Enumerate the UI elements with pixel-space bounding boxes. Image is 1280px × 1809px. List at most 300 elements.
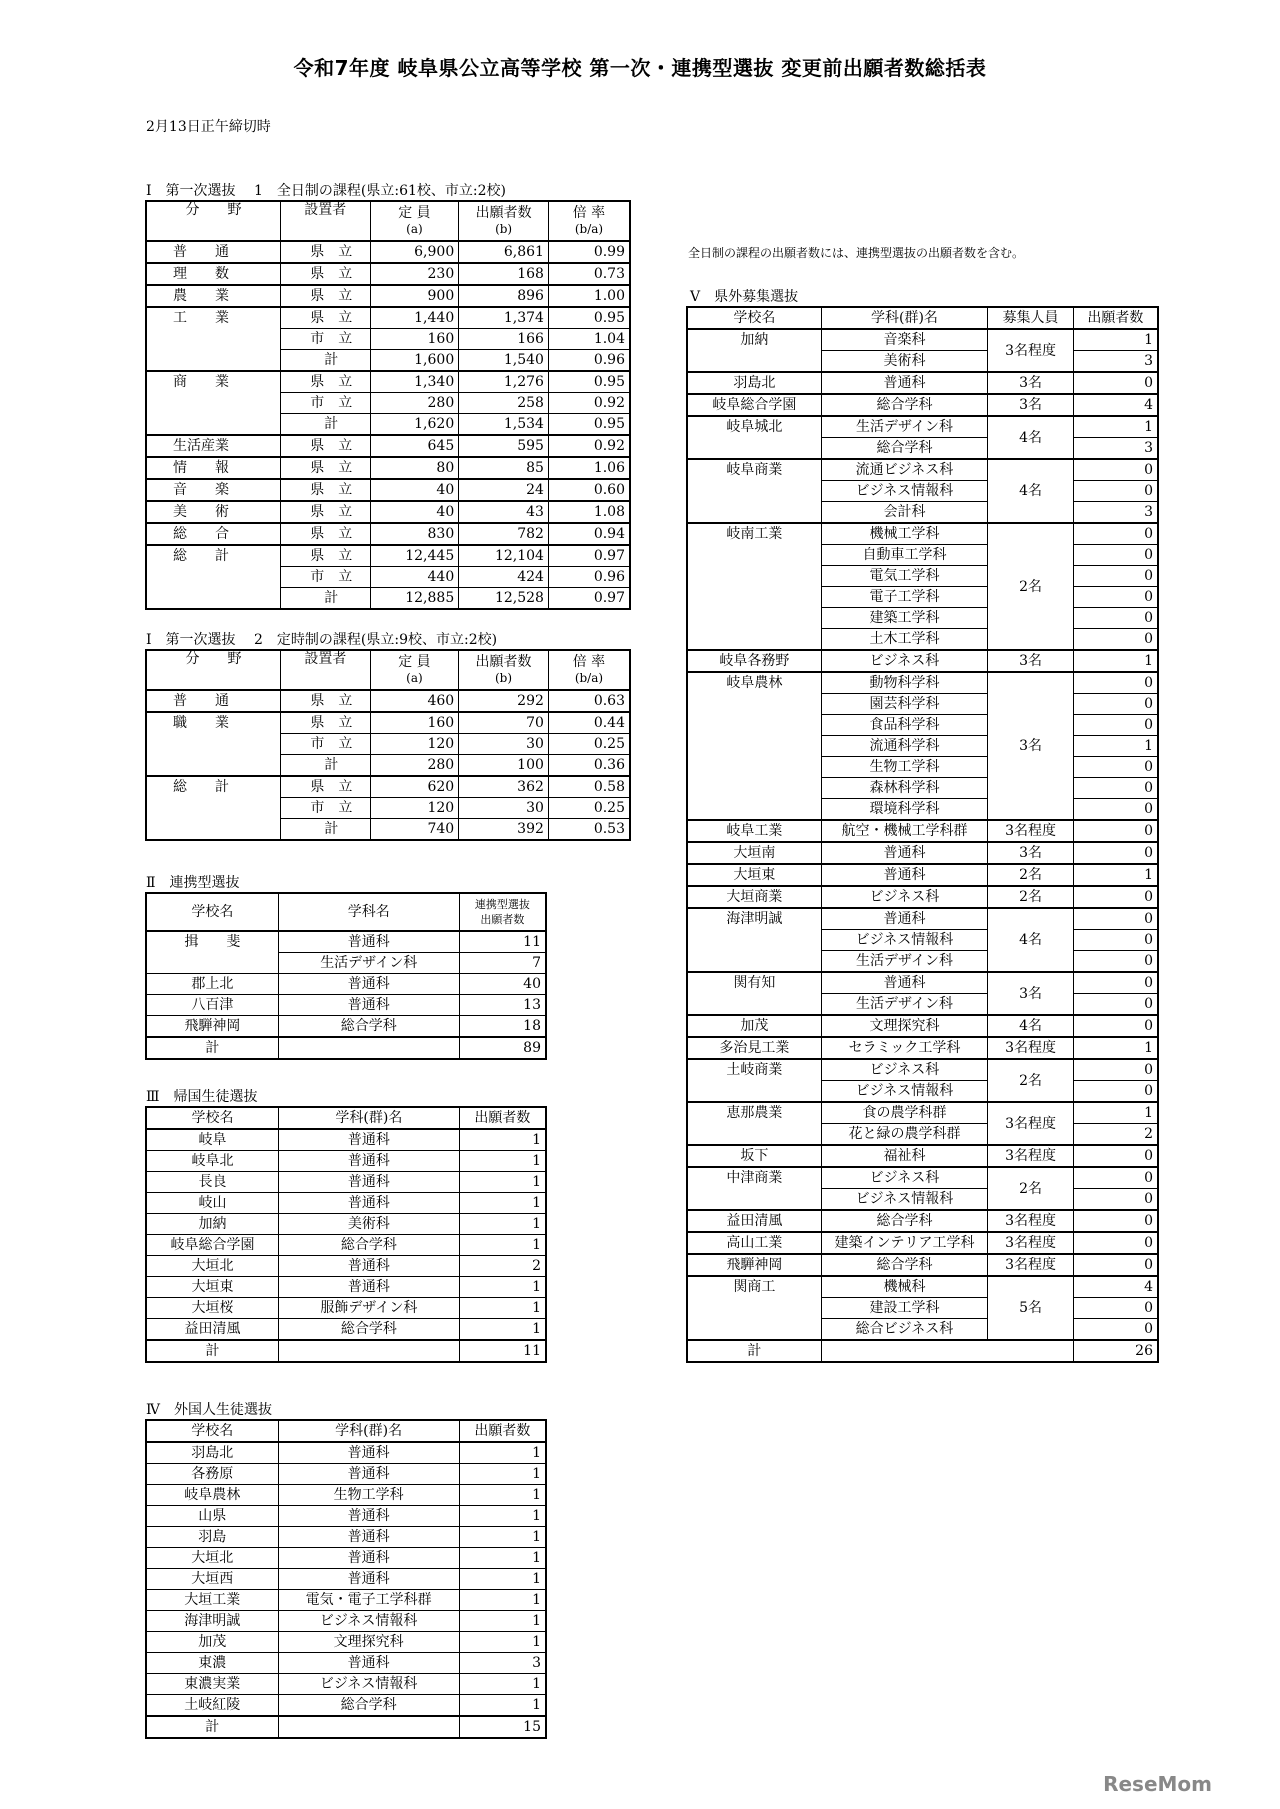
table-row bbox=[687, 416, 1158, 438]
school-cell: 岐阜北 bbox=[146, 1151, 278, 1172]
applicants-cell: 24 bbox=[459, 479, 549, 501]
ratio-cell: 0.58 bbox=[548, 776, 630, 798]
school-cell: 大垣商業 bbox=[687, 886, 821, 908]
dept-cell: 福祉科 bbox=[821, 1145, 988, 1167]
school-cell: 東濃 bbox=[146, 1653, 278, 1674]
quota-cell: 3名 bbox=[988, 650, 1074, 672]
field-cell bbox=[146, 819, 280, 841]
applicants-cell: 0 bbox=[1073, 481, 1158, 502]
table-row bbox=[146, 712, 630, 734]
applicants-cell: 1 bbox=[459, 1235, 546, 1256]
table-row bbox=[146, 819, 630, 841]
school-cell: 羽島北 bbox=[146, 1442, 278, 1464]
table-row bbox=[146, 1193, 546, 1214]
applicants-cell: 1 bbox=[1073, 329, 1158, 351]
total-label: 計 bbox=[146, 1037, 278, 1059]
quota-cell: 3名程度 bbox=[988, 1102, 1074, 1145]
ratio-cell: 0.25 bbox=[548, 798, 630, 819]
school-cell: 大垣南 bbox=[687, 842, 821, 864]
field-cell: 情 報 bbox=[146, 457, 280, 479]
table-row bbox=[146, 1277, 546, 1298]
dept-cell: ビジネス情報科 bbox=[821, 481, 988, 502]
dept-cell: 園芸科学科 bbox=[821, 694, 988, 715]
dept-cell: 生物工学科 bbox=[278, 1485, 459, 1506]
dept-cell: 文理探究科 bbox=[278, 1632, 459, 1653]
applicants-cell: 0 bbox=[1073, 1059, 1158, 1081]
quota-cell: 3名程度 bbox=[988, 820, 1074, 842]
col-org: 設置者 bbox=[280, 650, 370, 690]
org-cell: 県 立 bbox=[280, 479, 370, 501]
ratio-cell: 0.44 bbox=[548, 712, 630, 734]
school-cell: 坂下 bbox=[687, 1145, 821, 1167]
dept-cell: 普通科 bbox=[821, 972, 988, 994]
quota-cell: 3名程度 bbox=[988, 1254, 1074, 1276]
table-row bbox=[687, 672, 1158, 694]
table-row bbox=[687, 1145, 1158, 1167]
total-blank bbox=[278, 1340, 459, 1362]
dept-cell: 普通科 bbox=[821, 864, 988, 886]
dept-cell: 建築インテリア工学科 bbox=[821, 1232, 988, 1254]
capacity-cell: 40 bbox=[370, 479, 459, 501]
table-row bbox=[687, 908, 1158, 930]
school-cell: 大垣北 bbox=[146, 1256, 278, 1277]
table-row bbox=[146, 776, 630, 798]
dept-cell: 美術科 bbox=[278, 1214, 459, 1235]
applicants-cell: 0 bbox=[1073, 799, 1158, 821]
table-row bbox=[146, 1319, 546, 1341]
col-dept: 学科(群)名 bbox=[821, 307, 988, 329]
quota-cell: 3名程度 bbox=[988, 1210, 1074, 1232]
table-row bbox=[146, 798, 630, 819]
quota-cell: 2名 bbox=[988, 1059, 1074, 1102]
dept-cell: 普通科 bbox=[278, 1548, 459, 1569]
dept-cell: 服飾デザイン科 bbox=[278, 1298, 459, 1319]
ratio-cell: 0.97 bbox=[548, 588, 630, 610]
applicants-cell: 292 bbox=[459, 690, 549, 712]
ratio-cell: 0.92 bbox=[548, 393, 630, 414]
org-cell: 県 立 bbox=[280, 690, 370, 712]
applicants-cell: 0 bbox=[1073, 1081, 1158, 1103]
col-capacity-sub: (a) bbox=[406, 222, 423, 236]
school-cell: 岐阜商業 bbox=[687, 459, 821, 523]
capacity-cell: 230 bbox=[370, 263, 459, 285]
applicants-cell: 40 bbox=[459, 974, 546, 995]
school-cell: 中津商業 bbox=[687, 1167, 821, 1210]
dept-cell: 会計科 bbox=[821, 502, 988, 524]
col-org: 設置者 bbox=[280, 201, 370, 241]
dept-cell: 普通科 bbox=[278, 974, 459, 995]
dept-cell: 建設工学科 bbox=[821, 1298, 988, 1319]
field-cell: 普 通 bbox=[146, 690, 280, 712]
applicants-cell: 1 bbox=[459, 1548, 546, 1569]
table-row bbox=[146, 567, 630, 588]
dept-cell: 生活デザイン科 bbox=[821, 416, 988, 438]
dept-cell: セラミック工学科 bbox=[821, 1037, 988, 1059]
school-cell: 関商工 bbox=[687, 1276, 821, 1340]
applicants-cell: 1 bbox=[1073, 864, 1158, 886]
applicants-cell: 0 bbox=[1073, 1319, 1158, 1341]
applicants-cell: 1 bbox=[459, 1129, 546, 1151]
applicants-cell: 0 bbox=[1073, 1145, 1158, 1167]
applicants-cell: 1,276 bbox=[459, 371, 549, 393]
table-row bbox=[146, 995, 546, 1016]
field-cell: 総 合 bbox=[146, 523, 280, 545]
org-cell: 県 立 bbox=[280, 241, 370, 263]
table-row bbox=[146, 457, 630, 479]
ratio-cell: 0.96 bbox=[548, 567, 630, 588]
table-row bbox=[146, 1653, 546, 1674]
table-row bbox=[146, 393, 630, 414]
applicants-cell: 1 bbox=[459, 1464, 546, 1485]
applicants-cell: 13 bbox=[459, 995, 546, 1016]
table-row bbox=[146, 1214, 546, 1235]
col-quota: 募集人員 bbox=[988, 307, 1074, 329]
capacity-cell: 120 bbox=[370, 798, 458, 819]
ratio-cell: 0.60 bbox=[548, 479, 630, 501]
dept-cell: 普通科 bbox=[278, 931, 459, 953]
dept-cell: 生活デザイン科 bbox=[278, 953, 459, 974]
table-row bbox=[146, 1298, 546, 1319]
total-row bbox=[146, 1716, 546, 1738]
dept-cell: 総合学科 bbox=[821, 1210, 988, 1232]
school-cell: 大垣東 bbox=[146, 1277, 278, 1298]
capacity-cell: 645 bbox=[370, 435, 459, 457]
col-field: 分 野 bbox=[146, 201, 280, 241]
col-app-line1: 連携型選抜 bbox=[474, 898, 530, 911]
school-cell: 益田清風 bbox=[687, 1210, 821, 1232]
school-cell: 海津明誠 bbox=[146, 1611, 278, 1632]
school-cell: 大垣東 bbox=[687, 864, 821, 886]
dept-cell: 普通科 bbox=[278, 1151, 459, 1172]
table-row bbox=[146, 1590, 546, 1611]
inclusion-note: 全日制の課程の出願者数には、連携型選抜の出願者数を含む。 bbox=[688, 246, 1025, 260]
dept-cell: ビジネス情報科 bbox=[278, 1674, 459, 1695]
applicants-cell: 0 bbox=[1073, 1210, 1158, 1232]
quota-cell: 3名程度 bbox=[988, 1145, 1074, 1167]
table-row bbox=[146, 1442, 546, 1464]
table-row bbox=[146, 479, 630, 501]
ratio-cell: 0.95 bbox=[548, 307, 630, 329]
section-1b-heading: Ⅰ 第一次選抜 2 定時制の課程(県立:9校、市立:2校) bbox=[146, 632, 498, 648]
capacity-cell: 12,445 bbox=[370, 545, 459, 567]
org-cell: 県 立 bbox=[280, 457, 370, 479]
applicants-cell: 7 bbox=[459, 953, 546, 974]
school-cell: 長良 bbox=[146, 1172, 278, 1193]
col-school: 学校名 bbox=[146, 1107, 278, 1129]
dept-cell: 普通科 bbox=[278, 1569, 459, 1590]
applicants-cell: 12,104 bbox=[459, 545, 549, 567]
dept-cell: 普通科 bbox=[278, 1527, 459, 1548]
dept-cell: ビジネス科 bbox=[821, 650, 988, 672]
org-cell: 計 bbox=[280, 755, 370, 777]
applicants-cell: 1 bbox=[459, 1298, 546, 1319]
total-label: 計 bbox=[146, 1716, 278, 1738]
table-row bbox=[146, 1151, 546, 1172]
dept-cell: 花と緑の農学科群 bbox=[821, 1124, 988, 1146]
total-value: 26 bbox=[1073, 1340, 1158, 1362]
applicants-cell: 4 bbox=[1073, 1276, 1158, 1298]
col-app-line2: 出願者数 bbox=[480, 913, 525, 926]
org-cell: 計 bbox=[280, 819, 370, 841]
table-row bbox=[146, 734, 630, 755]
table-row bbox=[687, 864, 1158, 886]
quota-cell: 3名 bbox=[988, 842, 1074, 864]
dept-cell: 普通科 bbox=[821, 372, 988, 394]
dept-cell: 普通科 bbox=[278, 1506, 459, 1527]
table-row bbox=[687, 820, 1158, 842]
dept-cell: 普通科 bbox=[278, 1256, 459, 1277]
quota-cell: 3名 bbox=[988, 672, 1074, 820]
table-row bbox=[146, 1172, 546, 1193]
applicants-cell: 1,374 bbox=[459, 307, 549, 329]
applicants-cell: 85 bbox=[459, 457, 549, 479]
capacity-cell: 440 bbox=[370, 567, 459, 588]
dept-cell: 流通ビジネス科 bbox=[821, 459, 988, 481]
dept-cell: 総合ビジネス科 bbox=[821, 1319, 988, 1341]
capacity-cell: 1,340 bbox=[370, 371, 459, 393]
dept-cell: ビジネス情報科 bbox=[821, 930, 988, 951]
table-row bbox=[687, 1037, 1158, 1059]
table-row bbox=[146, 329, 630, 350]
quota-cell: 3名程度 bbox=[988, 1232, 1074, 1254]
table-row bbox=[687, 972, 1158, 994]
quota-cell: 3名 bbox=[988, 972, 1074, 1015]
applicants-cell: 30 bbox=[459, 734, 549, 755]
applicants-cell: 11 bbox=[459, 931, 546, 953]
table-row bbox=[146, 241, 630, 263]
applicants-cell: 100 bbox=[459, 755, 549, 777]
applicants-cell: 0 bbox=[1073, 523, 1158, 545]
table-row bbox=[687, 394, 1158, 416]
capacity-cell: 80 bbox=[370, 457, 459, 479]
table-row bbox=[146, 1485, 546, 1506]
org-cell: 市 立 bbox=[280, 798, 370, 819]
school-cell: 土岐商業 bbox=[687, 1059, 821, 1102]
section-4-heading: Ⅳ 外国人生徒選抜 bbox=[146, 1402, 272, 1418]
section-3-heading: Ⅲ 帰国生徒選抜 bbox=[146, 1089, 258, 1105]
school-cell: 東濃実業 bbox=[146, 1674, 278, 1695]
school-cell: 飛騨神岡 bbox=[687, 1254, 821, 1276]
school-cell: 岐南工業 bbox=[687, 523, 821, 650]
table-row bbox=[687, 650, 1158, 672]
table-row bbox=[687, 1059, 1158, 1081]
applicants-cell: 0 bbox=[1073, 842, 1158, 864]
fulltime-table bbox=[145, 200, 631, 610]
applicants-cell: 1 bbox=[1073, 1037, 1158, 1059]
dept-cell: 総合学科 bbox=[821, 438, 988, 460]
field-cell bbox=[146, 329, 280, 350]
table-row bbox=[146, 501, 630, 523]
school-cell: 益田清風 bbox=[146, 1319, 278, 1341]
table-row bbox=[687, 886, 1158, 908]
school-cell: 郡上北 bbox=[146, 974, 278, 995]
dept-cell: 建築工学科 bbox=[821, 608, 988, 629]
school-cell: 山県 bbox=[146, 1506, 278, 1527]
col-applicants: 出願者数 bbox=[475, 654, 532, 670]
school-cell bbox=[146, 953, 278, 974]
ratio-cell: 0.53 bbox=[548, 819, 630, 841]
table-row bbox=[687, 1210, 1158, 1232]
dept-cell: 電気・電子工学科群 bbox=[278, 1590, 459, 1611]
table-row bbox=[146, 1129, 546, 1151]
table-row bbox=[146, 755, 630, 777]
applicants-cell: 0 bbox=[1073, 545, 1158, 566]
page-title: 令和7年度 岐阜県公立高等学校 第一次・連携型選抜 変更前出願者数総括表 bbox=[293, 56, 987, 80]
org-cell: 市 立 bbox=[280, 734, 370, 755]
dept-cell: 普通科 bbox=[278, 1653, 459, 1674]
quota-cell: 4名 bbox=[988, 1015, 1074, 1037]
applicants-cell: 0 bbox=[1073, 1298, 1158, 1319]
total-row bbox=[687, 1340, 1158, 1362]
dept-cell: 普通科 bbox=[278, 1464, 459, 1485]
applicants-cell: 1 bbox=[1073, 650, 1158, 672]
total-value: 11 bbox=[459, 1340, 546, 1362]
applicants-cell: 1 bbox=[459, 1442, 546, 1464]
school-cell: 加茂 bbox=[687, 1015, 821, 1037]
table-row bbox=[687, 1276, 1158, 1298]
dept-cell: 普通科 bbox=[821, 908, 988, 930]
applicants-cell: 0 bbox=[1073, 994, 1158, 1016]
applicants-cell: 258 bbox=[459, 393, 549, 414]
school-cell: 加納 bbox=[146, 1214, 278, 1235]
col-applicants: 出願者数 bbox=[459, 1420, 546, 1442]
table-row bbox=[687, 1254, 1158, 1276]
applicants-cell: 1 bbox=[1073, 416, 1158, 438]
dept-cell: 普通科 bbox=[278, 1172, 459, 1193]
col-capacity-sub: (a) bbox=[406, 671, 423, 685]
applicants-cell: 1 bbox=[459, 1485, 546, 1506]
col-ratio: 倍 率 bbox=[572, 205, 606, 221]
dept-cell: 土木工学科 bbox=[821, 629, 988, 651]
applicants-cell: 0 bbox=[1073, 608, 1158, 629]
school-cell: 海津明誠 bbox=[687, 908, 821, 972]
applicants-cell: 30 bbox=[459, 798, 549, 819]
school-cell: 恵那農業 bbox=[687, 1102, 821, 1145]
applicants-cell: 1,540 bbox=[459, 350, 549, 372]
renkei-table bbox=[145, 892, 547, 1060]
org-cell: 市 立 bbox=[280, 393, 370, 414]
table-row bbox=[146, 285, 630, 307]
table-row bbox=[146, 1235, 546, 1256]
applicants-cell: 1 bbox=[459, 1214, 546, 1235]
dept-cell: 食品科学科 bbox=[821, 715, 988, 736]
resemom-logo: ReseMom bbox=[1103, 1772, 1212, 1796]
applicants-cell: 18 bbox=[459, 1016, 546, 1038]
school-cell: 岐山 bbox=[146, 1193, 278, 1214]
total-row bbox=[146, 1037, 546, 1059]
field-cell bbox=[146, 414, 280, 436]
school-cell: 加納 bbox=[687, 329, 821, 372]
ratio-cell: 0.95 bbox=[548, 414, 630, 436]
total-value: 89 bbox=[459, 1037, 546, 1059]
field-cell: 普 通 bbox=[146, 241, 280, 263]
dept-cell: 普通科 bbox=[278, 1442, 459, 1464]
school-cell: 岐阜総合学園 bbox=[687, 394, 821, 416]
table-row bbox=[687, 1102, 1158, 1124]
school-cell: 岐阜各務野 bbox=[687, 650, 821, 672]
dept-cell: 森林科学科 bbox=[821, 778, 988, 799]
org-cell: 計 bbox=[280, 414, 370, 436]
table-row bbox=[146, 350, 630, 372]
org-cell: 県 立 bbox=[280, 501, 370, 523]
table-row bbox=[146, 953, 546, 974]
table-row bbox=[146, 1569, 546, 1590]
applicants-cell: 1 bbox=[459, 1611, 546, 1632]
col-dept: 学科名 bbox=[278, 893, 459, 931]
ratio-cell: 1.00 bbox=[548, 285, 630, 307]
dept-cell: 環境科学科 bbox=[821, 799, 988, 821]
capacity-cell: 12,885 bbox=[370, 588, 459, 610]
field-cell: 工 業 bbox=[146, 307, 280, 329]
ratio-cell: 0.25 bbox=[548, 734, 630, 755]
school-cell: 大垣工業 bbox=[146, 1590, 278, 1611]
dept-cell: 流通科学科 bbox=[821, 736, 988, 757]
applicants-cell: 0 bbox=[1073, 951, 1158, 973]
dept-cell: 文理探究科 bbox=[821, 1015, 988, 1037]
quota-cell: 2名 bbox=[988, 1167, 1074, 1210]
col-applicants-sub: (b) bbox=[495, 671, 513, 685]
school-cell: 岐阜 bbox=[146, 1129, 278, 1151]
dept-cell: 総合学科 bbox=[821, 394, 988, 416]
quota-cell: 3名 bbox=[988, 372, 1074, 394]
applicants-cell: 3 bbox=[1073, 438, 1158, 460]
field-cell bbox=[146, 350, 280, 372]
applicants-cell: 0 bbox=[1073, 1015, 1158, 1037]
table-row bbox=[146, 690, 630, 712]
field-cell: 総 計 bbox=[146, 776, 280, 798]
capacity-cell: 40 bbox=[370, 501, 459, 523]
field-cell bbox=[146, 755, 280, 777]
school-cell: 揖 斐 bbox=[146, 931, 278, 953]
org-cell: 県 立 bbox=[280, 776, 370, 798]
total-label: 計 bbox=[146, 1340, 278, 1362]
col-dept: 学科(群)名 bbox=[278, 1107, 459, 1129]
school-cell: 多治見工業 bbox=[687, 1037, 821, 1059]
ratio-cell: 0.63 bbox=[548, 690, 630, 712]
school-cell: 大垣西 bbox=[146, 1569, 278, 1590]
ratio-cell: 1.06 bbox=[548, 457, 630, 479]
field-cell: 商 業 bbox=[146, 371, 280, 393]
applicants-cell: 2 bbox=[459, 1256, 546, 1277]
field-cell bbox=[146, 567, 280, 588]
dept-cell: 生物工学科 bbox=[821, 757, 988, 778]
field-cell bbox=[146, 798, 280, 819]
applicants-cell: 1 bbox=[459, 1319, 546, 1341]
col-ratio: 倍 率 bbox=[572, 654, 606, 670]
school-cell: 大垣桜 bbox=[146, 1298, 278, 1319]
applicants-cell: 0 bbox=[1073, 715, 1158, 736]
col-school: 学校名 bbox=[146, 893, 278, 931]
applicants-cell: 2 bbox=[1073, 1124, 1158, 1146]
dept-cell: 機械工学科 bbox=[821, 523, 988, 545]
applicants-cell: 4 bbox=[1073, 394, 1158, 416]
section-5-heading: Ⅴ 県外募集選抜 bbox=[690, 289, 799, 305]
applicants-cell: 1 bbox=[459, 1569, 546, 1590]
quota-cell: 3名程度 bbox=[988, 1037, 1074, 1059]
quota-cell: 3名程度 bbox=[988, 329, 1074, 372]
applicants-cell: 166 bbox=[459, 329, 549, 350]
applicants-cell: 0 bbox=[1073, 1167, 1158, 1189]
field-cell: 生活産業 bbox=[146, 435, 280, 457]
table-row bbox=[146, 974, 546, 995]
table-row bbox=[687, 1232, 1158, 1254]
field-cell bbox=[146, 734, 280, 755]
foreign-table bbox=[145, 1419, 547, 1739]
capacity-cell: 900 bbox=[370, 285, 459, 307]
ratio-cell: 0.73 bbox=[548, 263, 630, 285]
quota-cell: 5名 bbox=[988, 1276, 1074, 1340]
school-cell: 土岐紅陵 bbox=[146, 1695, 278, 1717]
